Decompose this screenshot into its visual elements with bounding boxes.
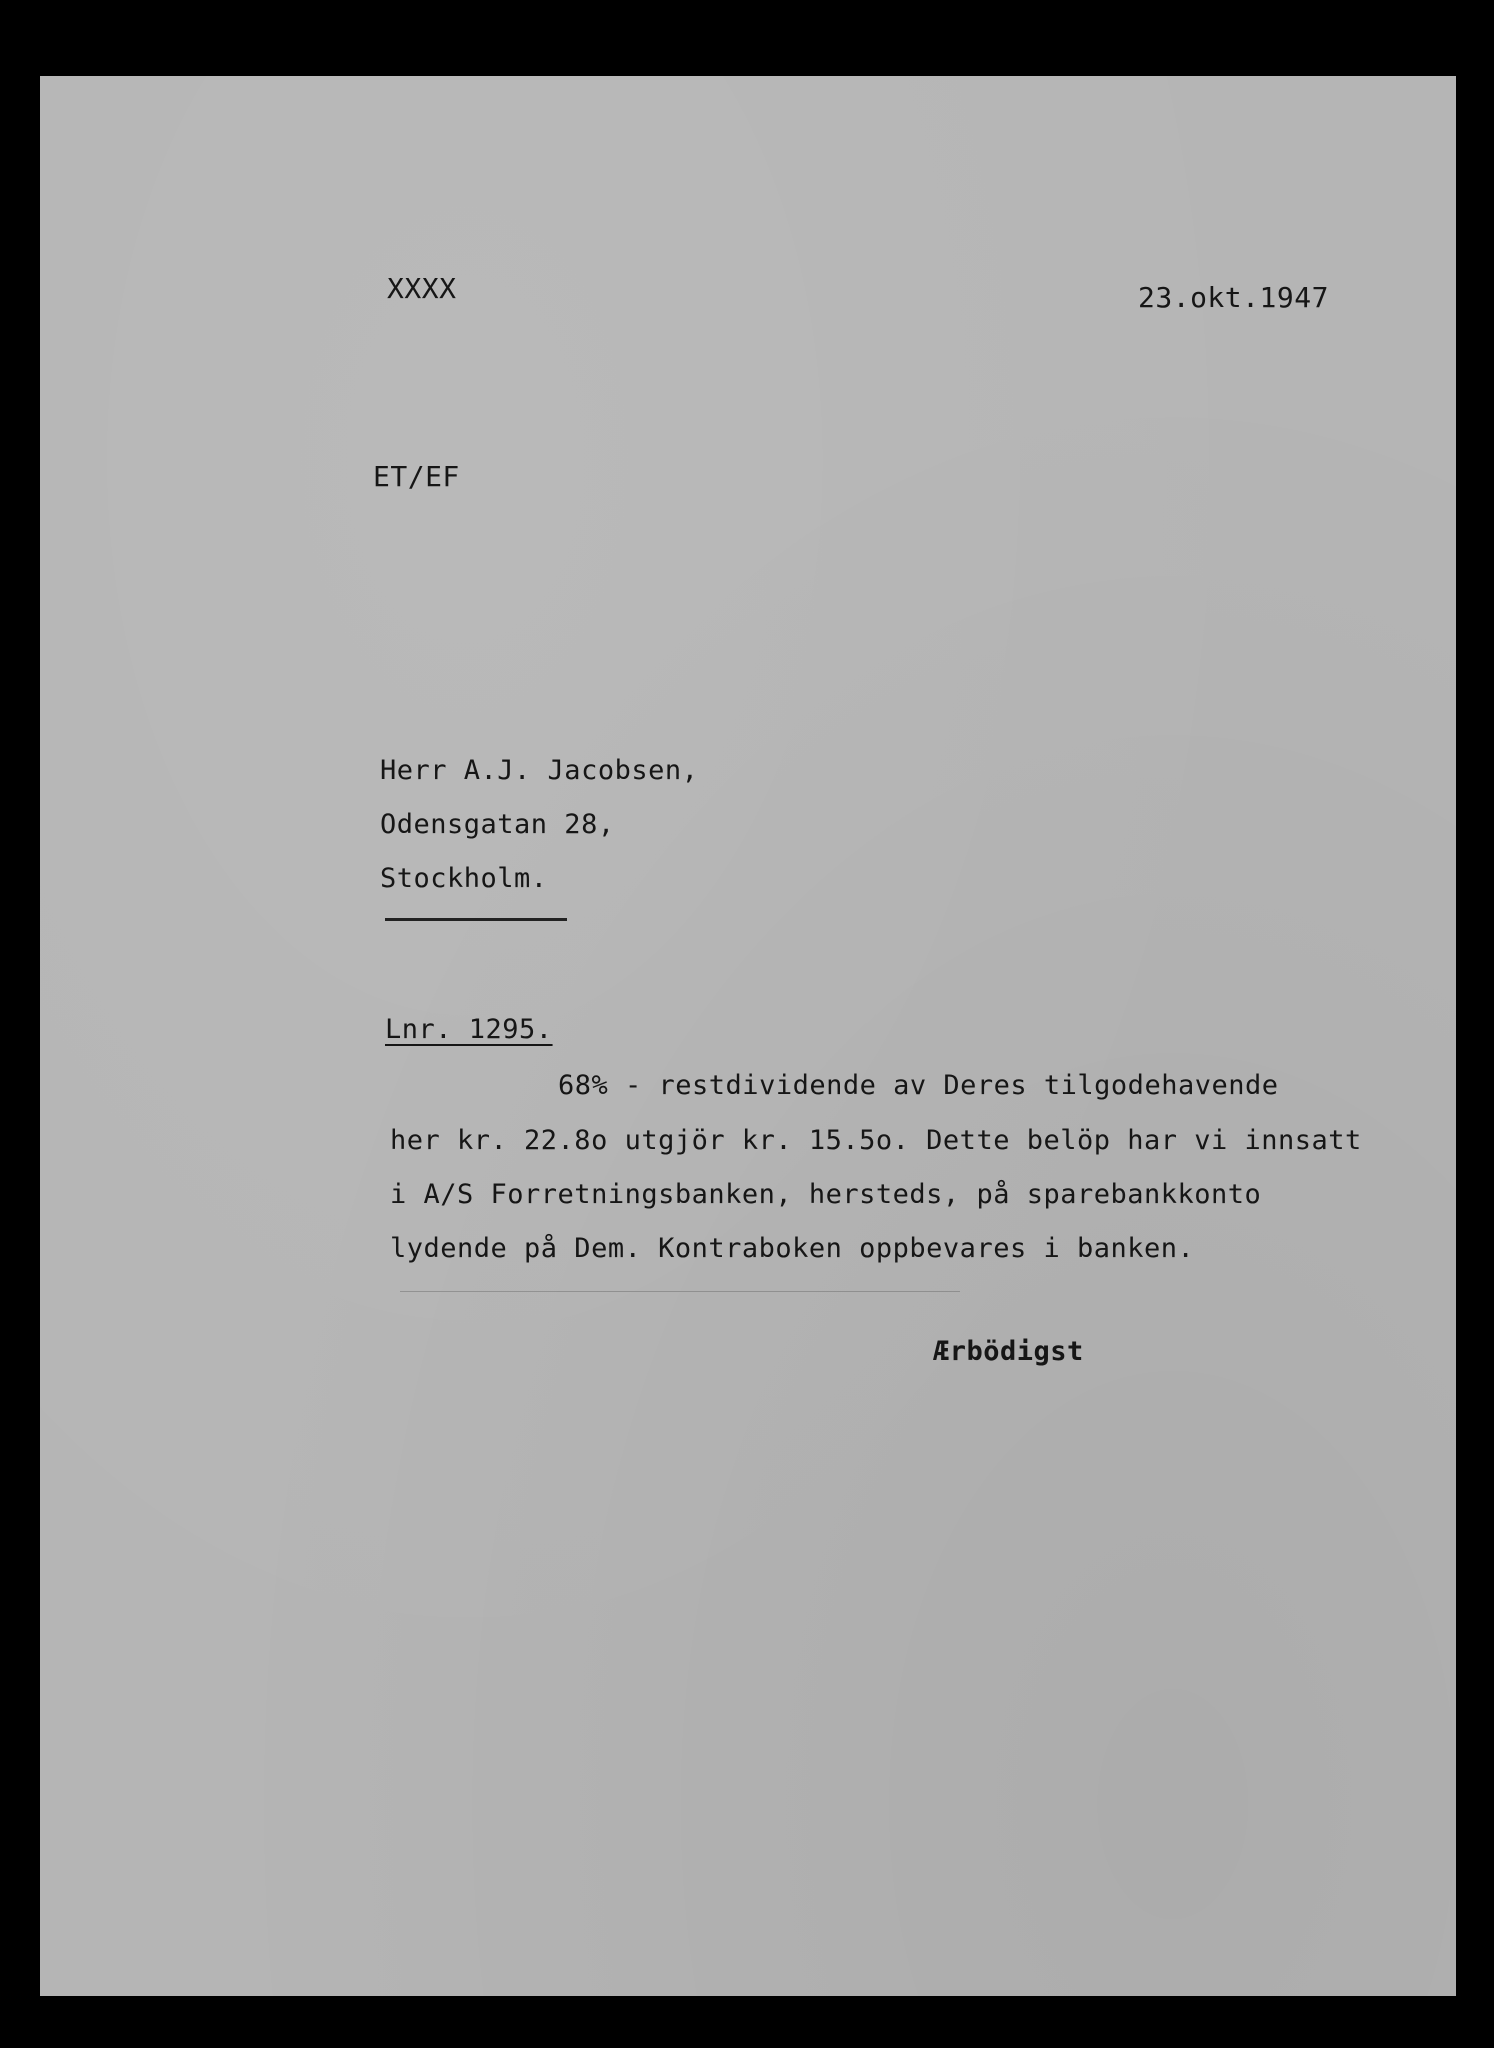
fold-line: [400, 1291, 960, 1292]
body-line-3: i A/S Forretningsbanken, hersteds, på sparebankkonto: [390, 1179, 1262, 1210]
subject-line: Lnr. 1295.: [385, 1014, 553, 1045]
body-line-4: lydende på Dem. Kontraboken oppbevares i banken.: [390, 1233, 1195, 1264]
address-rule: [385, 918, 567, 921]
recipient-name: Herr A.J. Jacobsen,: [380, 755, 699, 786]
letter-page: [40, 76, 1456, 1996]
header-code: XXXX: [387, 272, 457, 305]
closing-salutation: Ærbödigst: [933, 1336, 1084, 1367]
recipient-city: Stockholm.: [380, 863, 548, 894]
body-line-2: her kr. 22.8o utgjör kr. 15.5o. Dette belöp har vi innsatt: [390, 1125, 1362, 1156]
reference-initials: ET/EF: [373, 460, 460, 493]
letter-date: 23.okt.1947: [1138, 281, 1329, 314]
recipient-street: Odensgatan 28,: [380, 809, 615, 840]
body-line-1: 68% - restdividende av Deres tilgodehavende: [558, 1070, 1279, 1101]
